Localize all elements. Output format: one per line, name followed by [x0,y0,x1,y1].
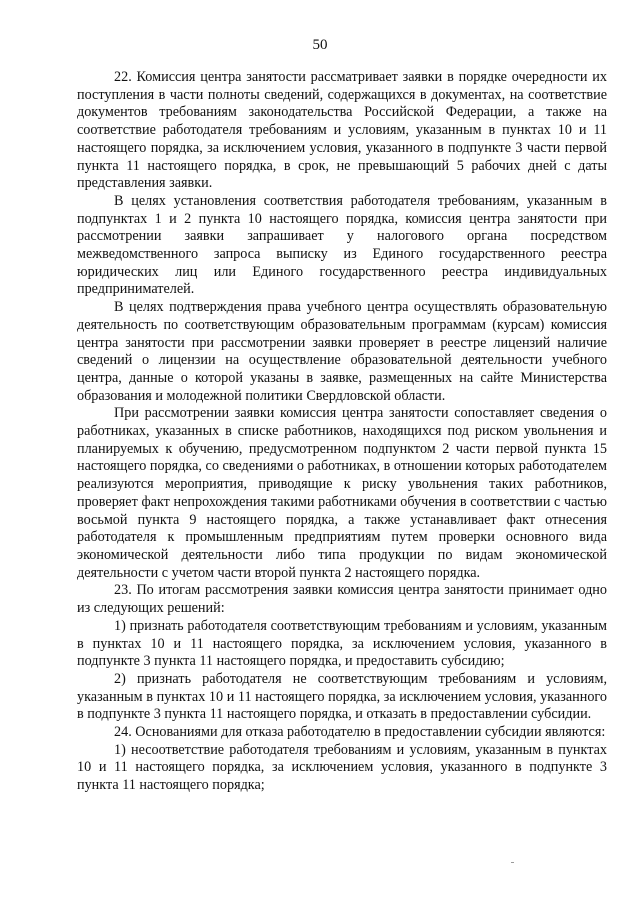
document-body [77,69,607,795]
paragraph-workers-check: При рассмотрении заявки комиссия центра занятости сопоставляет сведения о работниках, указанных в списке работников, находящихся под риском увольнения и планируемых к обучению, предусмотренном подпунктом 2 части первой пункта 15 настоящего порядка, со сведениями о работниках, в отношении которых работодателем реализуются мероприятия, приводящие к риску увольнения таких работников, проверяет факт непрохождения такими работниками обучения в соответствии с частью восьмой пункта 9 настоящего порядка, а также устанавливает факт отнесения работодателя к промышленным предприятиям путем проверки основного вида экономической деятельности либо типа продукции по видам экономической деятельности с учетом части второй пункта 2 настоящего порядка. [77,405,607,581]
paragraph-23-decision-2: 2) признать работодателя не соответствующим требованиям и условиям, указанным в пунктах 10 и 11 настоящего порядка, за исключением условия, указанного в подпункте 3 пункта 11 настоящего порядка, и отказать в предоставлении субсидии. [77,670,607,723]
paragraph-22: 22. Комиссия центра занятости рассматривает заявки в порядке очередности их поступления в части полноты сведений, содержащихся в документах, на соответствие документов требованиям законодательства Российской Федерации, а также на соответствие работодателя требованиям и условиям, указанным в пунктах 10 и 11 настоящего порядка, за исключением условия, указанного в подпункте 3 части первой пункта 11 настоящего порядка, в срок, не превышающий 5 рабочих дней с даты представления заявки. [77,69,607,192]
paragraph-23-decision-1: 1) признать работодателя соответствующим требованиям и условиям, указанным в пунктах 10 и 11 настоящего порядка, за исключением условия, указанного в подпункте 3 пункта 11 настоящего порядка, и предоставить субсидию; [77,617,607,670]
paragraph-24: 24. Основаниями для отказа работодателю в предоставлении субсидии являются: [114,724,606,741]
paragraph-tax-check: В целях установления соответствия работодателя требованиям, указанным в подпунктах 1 и 2 пункта 10 настоящего порядка, комиссия центра занятости при рассмотрении заявки запрашивает у налогового органа посредством межведомственного запроса выписку из Единого государственного реестра юридических лиц или Единого государственного реестра индивидуальных предпринимателей. [77,192,607,298]
paragraph-23: 23. По итогам рассмотрения заявки комиссия центра занятости принимает одно из следующих решений: [77,582,607,617]
paragraph-license-check: В целях подтверждения права учебного центра осуществлять образовательную деятельность по соответствующим образовательным программам (курсам) комиссия центра занятости при рассмотрении заявки проверяет в реестре лицензий наличие сведений о лицензии на осуществление образовательной деятельности учебного центра, данные о которой указаны в заявке, размещенных на сайте Министерства образования и молодежной политики Свердловской области. [77,299,607,404]
scan-speck [511,862,514,863]
paragraph-24-reason-1: 1) несоответствие работодателя требованиям и условиям, указанным в пунктах 10 и 11 настоящего порядка, за исключением условия, указанного в подпункте 3 пункта 11 настоящего порядка; [77,741,607,794]
page-number: 50 [312,37,328,53]
